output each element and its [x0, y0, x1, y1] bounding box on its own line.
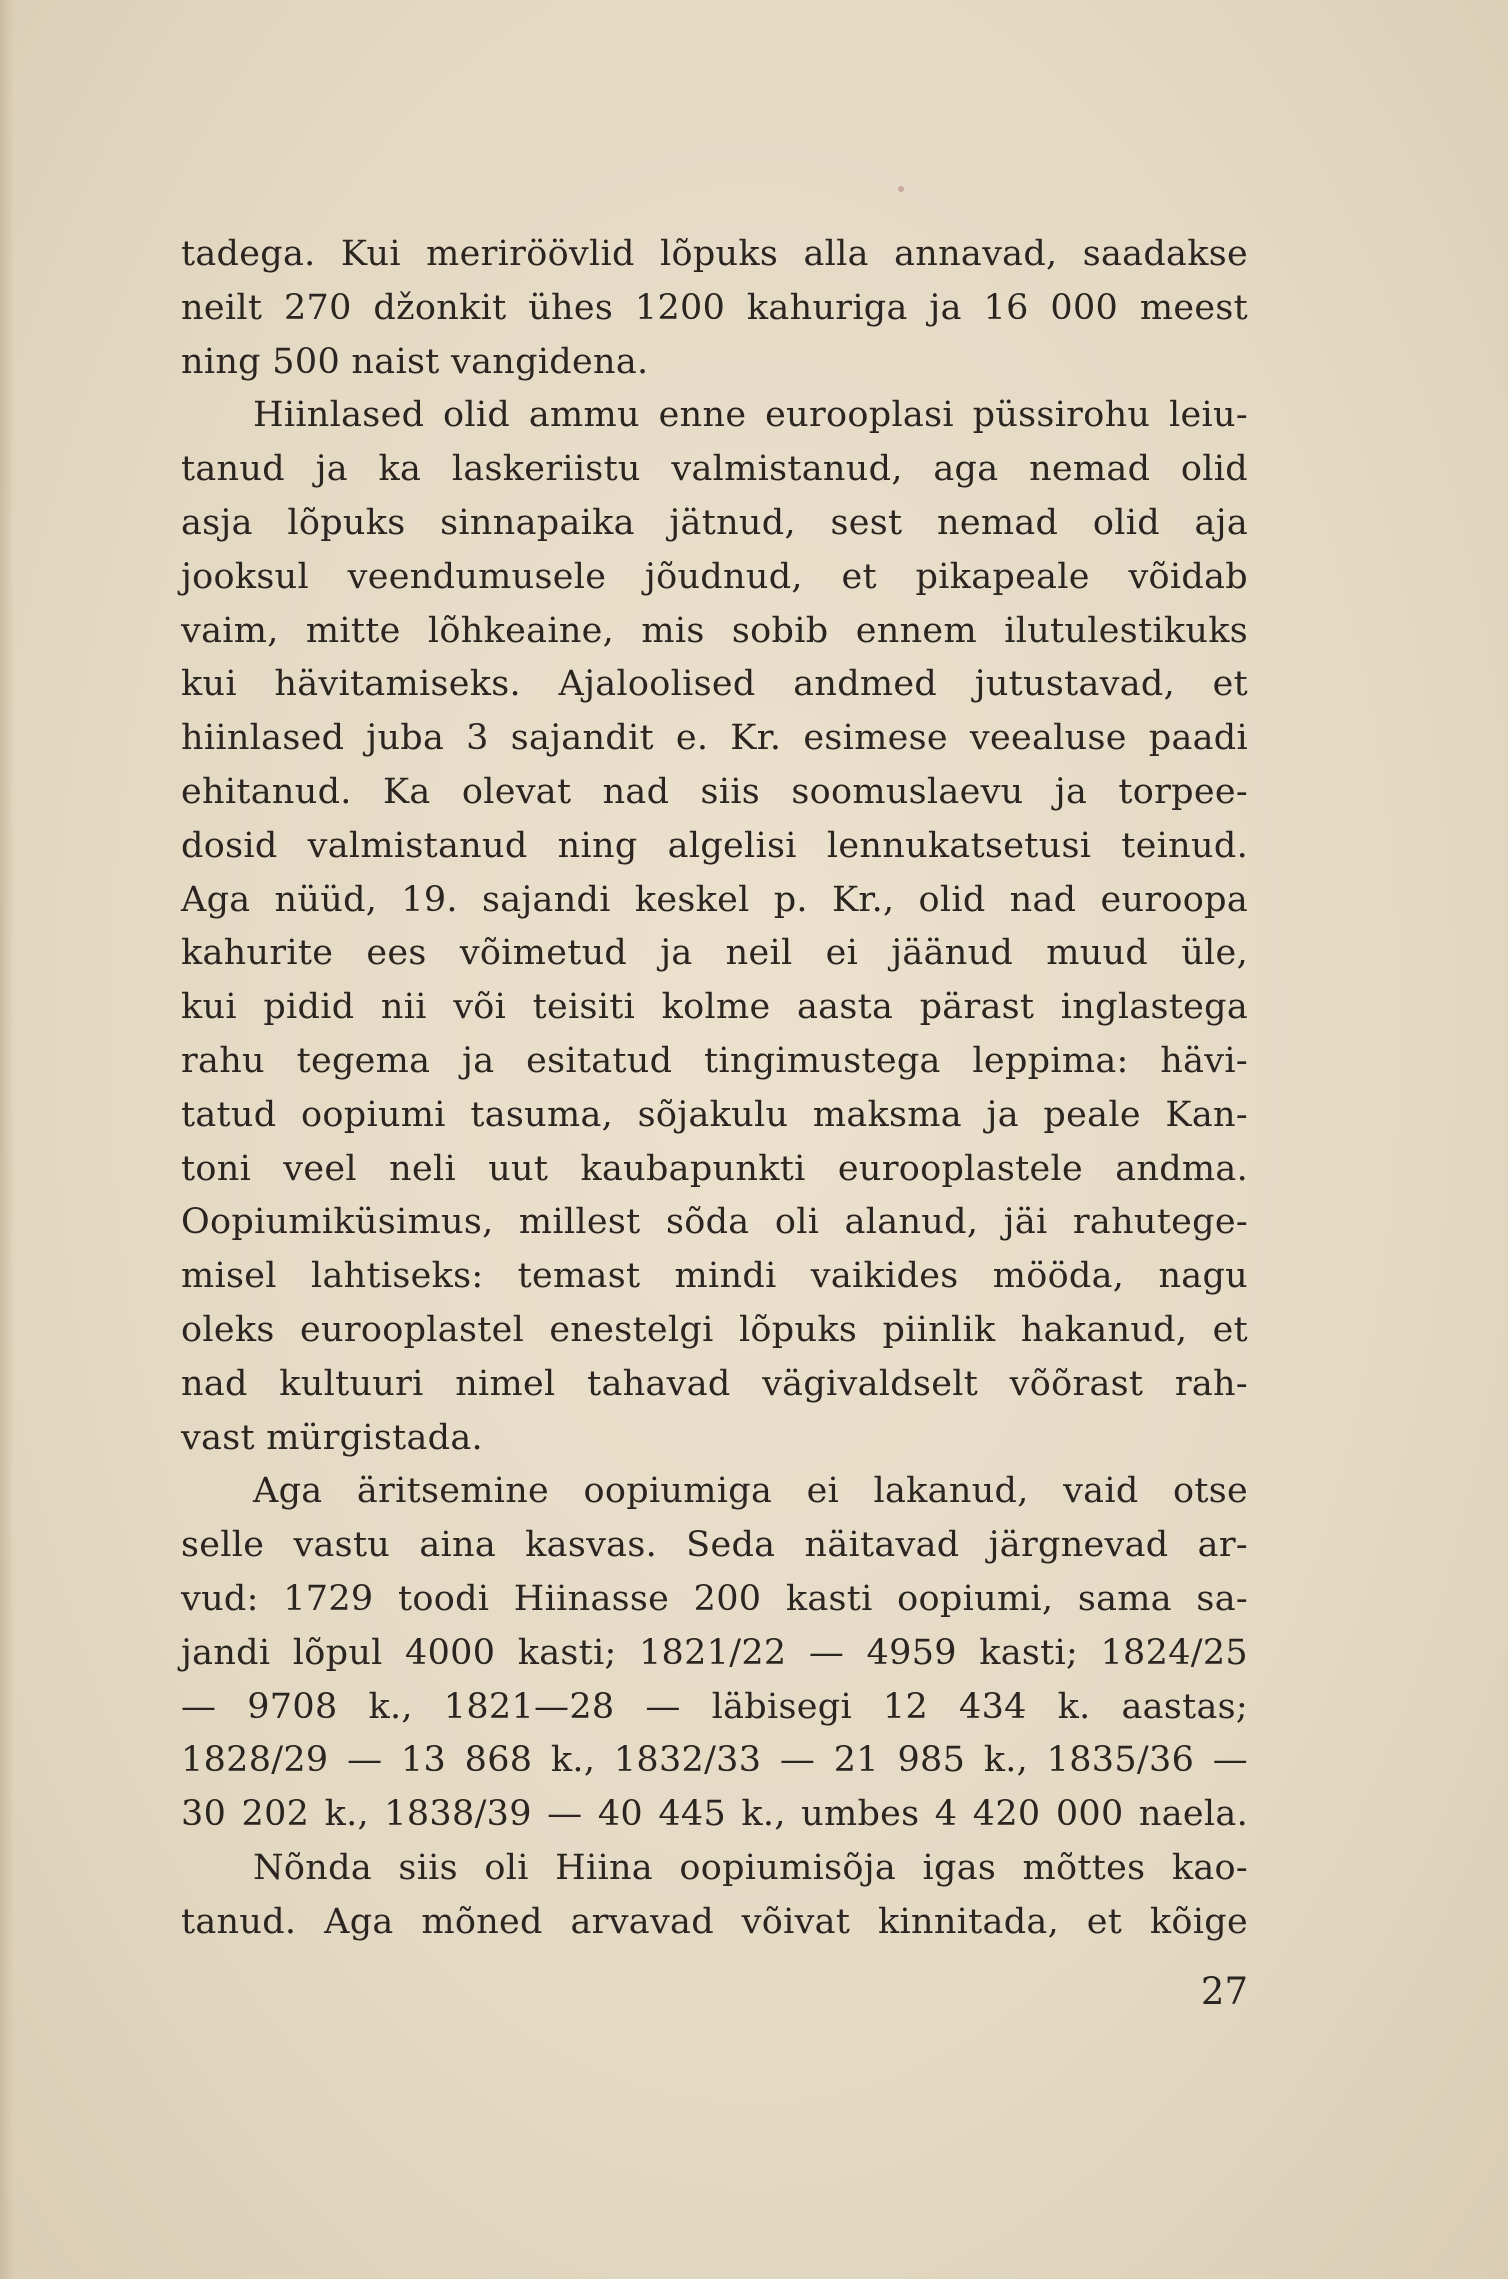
text-line: toni veel neli uut kaubapunkti eurooplastele andma. — [181, 1148, 1248, 1189]
text-line: misel lahtiseks: temast mindi vaikides mööda, nagu — [181, 1256, 1248, 1297]
text-line: ehitanud. Ka olevat nad siis soomuslaevu ja torpee- — [181, 771, 1248, 812]
text-line: Aga äritsemine oopiumiga ei lakanud, vaid otse — [253, 1471, 1248, 1512]
text-line: Hiinlased olid ammu enne eurooplasi püssirohu leiu- — [253, 395, 1248, 436]
text-line: kui hävitamiseks. Ajaloolised andmed jutustavad, et — [181, 664, 1248, 705]
text-line: Nõnda siis oli Hiina oopiumisõja igas mõttes kao- — [253, 1847, 1248, 1888]
text-line: selle vastu aina kasvas. Seda näitavad järgnevad ar- — [181, 1525, 1248, 1566]
page-edge-shadow — [0, 0, 14, 2279]
text-line: tatud oopiumi tasuma, sõjakulu maksma ja peale Kan- — [181, 1094, 1248, 1135]
text-line: nad kultuuri nimel tahavad vägivaldselt võõrast rah- — [181, 1363, 1248, 1404]
text-line: hiinlased juba 3 sajandit e. Kr. esimese veealuse paadi — [181, 718, 1248, 759]
text-line: vast mürgistada. — [181, 1417, 483, 1458]
body-text — [181, 228, 1248, 1950]
paper-speck — [898, 186, 904, 192]
text-line: kui pidid nii või teisiti kolme aasta pärast inglastega — [181, 987, 1248, 1028]
text-line: — 9708 k., 1821—28 — läbisegi 12 434 k. aastas; — [181, 1686, 1248, 1727]
text-line: Aga nüüd, 19. sajandi keskel p. Kr., olid nad euroopa — [181, 879, 1248, 920]
text-line: jooksul veendumusele jõudnud, et pikapeale võidab — [181, 556, 1248, 597]
text-line: asja lõpuks sinnapaika jätnud, sest nemad olid aja — [181, 502, 1248, 543]
text-line: vaim, mitte lõhkeaine, mis sobib ennem ilutulestikuks — [181, 610, 1248, 651]
text-line: tanud ja ka laskeriistu valmistanud, aga nemad olid — [181, 449, 1248, 490]
page-number: 27 — [1200, 1970, 1248, 2013]
text-line: oleks eurooplastel enestelgi lõpuks piinlik hakanud, et — [181, 1309, 1248, 1350]
text-line: dosid valmistanud ning algelisi lennukatsetusi teinud. — [181, 825, 1248, 866]
text-line: tadega. Kui meriröövlid lõpuks alla annavad, saadakse — [181, 234, 1248, 274]
text-line: Oopiumiküsimus, millest sõda oli alanud, jäi rahutege- — [181, 1202, 1248, 1243]
text-line: 30 202 k., 1838/39 — 40 445 k., umbes 4 420 000 naela. — [181, 1794, 1248, 1835]
text-line: vud: 1729 toodi Hiinasse 200 kasti oopiumi, sama sa- — [181, 1578, 1248, 1619]
text-line: 1828/29 — 13 868 k., 1832/33 — 21 985 k., 1835/36 — — [181, 1740, 1248, 1781]
text-line: kahurite ees võimetud ja neil ei jäänud muud üle, — [181, 933, 1248, 974]
text-line: rahu tegema ja esitatud tingimustega leppima: hävi- — [181, 1040, 1248, 1081]
text-line: ning 500 naist vangidena. — [181, 341, 649, 382]
text-line: tanud. Aga mõned arvavad võivat kinnitada, et kõige — [181, 1901, 1248, 1942]
text-line: jandi lõpul 4000 kasti; 1821/22 — 4959 kasti; 1824/25 — [181, 1632, 1248, 1673]
text-line: neilt 270 džonkit ühes 1200 kahuriga ja 16 000 meest — [181, 287, 1248, 328]
